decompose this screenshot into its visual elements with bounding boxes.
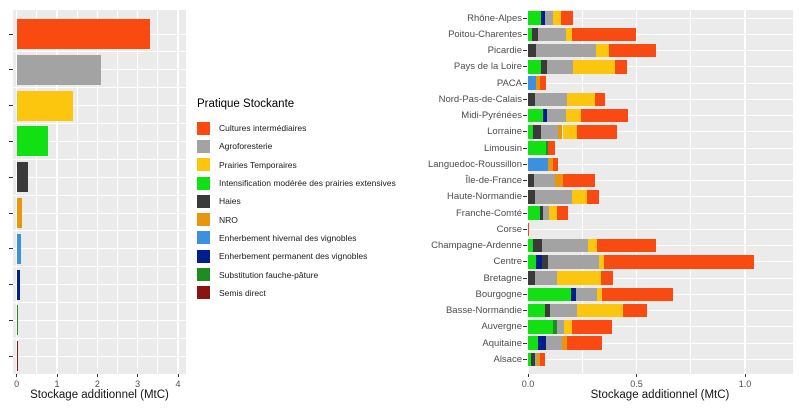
segment-cul [577,125,617,139]
gridline-horizontal [527,148,793,149]
segment-int [528,60,541,74]
segment-epv [538,336,546,350]
segment-pra [553,11,561,25]
segment-cul [615,60,627,74]
segment-cul [623,304,646,318]
right-y-tick [523,115,527,116]
left-y-tick [9,320,13,321]
gridline-horizontal [13,123,186,124]
region-label: Pays de la Loire [453,61,522,73]
right-y-tick [523,50,527,51]
gridline-horizontal [13,248,186,249]
region-label: Rhône-Alpes [467,12,522,24]
right-y-tick [523,18,527,19]
legend-item [197,229,396,247]
segment-int [528,304,545,318]
segment-cul [595,93,605,107]
region-label: PACA [496,77,522,89]
gridline-horizontal [13,284,186,285]
right-y-tick [523,180,527,181]
segment-cul [567,336,601,350]
right-y-tick [523,148,527,149]
segment-pra [566,109,581,123]
segment-hai [528,44,536,58]
right-y-tick [523,131,527,132]
legend-item [197,156,396,174]
segment-nro [555,174,563,188]
region-label: Auvergne [481,321,522,333]
legend-item [197,210,396,228]
gridline-horizontal [13,159,186,160]
segment-agr [535,93,567,107]
legend-swatch-nro [197,213,210,226]
region-label: Midi-Pyrénées [461,110,522,122]
left-x-tick-label: 4 [175,379,181,389]
legend-swatch-ehv [197,231,210,244]
legend-label: Substitution fauche-pâture [219,269,319,280]
segment-cul [609,44,656,58]
region-label: Lorraine [487,126,522,138]
right-y-tick [523,359,527,360]
left-x-tick [16,374,17,377]
region-label: Alsace [493,353,522,365]
segment-agr [545,11,554,25]
legend-swatch-pra [197,158,210,171]
segment-ehv [528,158,548,172]
legend-label: NRO [219,214,238,225]
region-label: Bourgogne [475,288,522,300]
segment-pra [572,190,587,204]
right-y-tick [523,278,527,279]
segment-agr [543,206,550,220]
right-x-tick [636,374,637,377]
segment-pra [596,44,609,58]
segment-int [528,255,536,269]
left-x-tick [57,374,58,377]
region-label: Aquitaine [482,337,522,349]
right-x-axis-title: Stockage additionnel (MtC) [590,389,730,401]
segment-agr [536,44,597,58]
gridline-horizontal [13,51,186,52]
right-y-tick [523,66,527,67]
gridline-horizontal [527,359,793,360]
segment-cul [540,353,545,367]
gridline-horizontal [527,83,793,84]
right-y-tick [523,245,527,246]
segment-agr [534,174,555,188]
region-label: Corse [496,223,522,235]
right-x-tick-label: 0.0 [521,379,535,389]
right-y-tick [523,326,527,327]
gridline-horizontal [527,229,793,230]
right-y-tick [523,310,527,311]
segment-pra [577,304,624,318]
legend-label: Enherbement hivernal des vignobles [219,232,357,243]
segment-cul [581,109,628,123]
left-x-tick-label: 0 [14,379,20,389]
left-chart-panel [13,10,186,374]
gridline-horizontal [13,230,186,231]
left-y-tick [9,284,13,285]
region-label: Nord-Pas-de-Calais [438,93,522,105]
segment-cul [563,174,596,188]
left-x-tick-label: 3 [135,379,141,389]
legend-swatch-int [197,177,210,190]
segment-cul [561,11,573,25]
bar-cul [17,19,150,49]
segment-pra [567,93,595,107]
region-label: Centre [493,256,522,268]
legend-label: Intensification modérée des prairies extensives [219,178,396,189]
bar-agr [17,55,101,85]
legend-swatch-hai [197,195,210,208]
legend-label: Enherbement permanent des vignobles [219,251,368,262]
left-y-tick [9,141,13,142]
left-x-tick [178,374,179,377]
right-y-tick [523,164,527,165]
bar-nro [17,198,22,228]
segment-agr [546,336,562,350]
region-label: Île-de-France [465,175,522,187]
segment-ehv [528,76,536,90]
gridline-horizontal [13,356,186,357]
region-label: Limousin [483,142,522,154]
right-y-tick [523,343,527,344]
segment-agr [538,28,566,42]
region-label: Picardie [487,45,522,57]
legend-label: Cultures intermédiaires [219,123,307,134]
segment-hai [533,239,542,253]
right-y-tick [523,261,527,262]
left-y-tick [9,213,13,214]
right-y-tick [523,83,527,84]
left-x-axis-title: Stockage additionnel (MtC) [30,389,169,401]
segment-cul [548,141,555,155]
legend-swatch-sub [197,268,210,281]
legend-swatch-sem [197,286,210,299]
segment-pra [563,125,577,139]
segment-agr [550,304,577,318]
segment-pra [573,60,615,74]
legend-item [197,247,396,265]
segment-cul [597,239,656,253]
right-y-tick [523,34,527,35]
gridline-vertical [744,10,746,374]
legend-item [197,119,396,137]
right-x-tick [745,374,746,377]
segment-pra [557,271,600,285]
legend-item [197,192,396,210]
right-y-tick [523,294,527,295]
bar-hai [17,162,28,192]
bar-sub [17,305,18,335]
segment-int [528,141,546,155]
legend-item [197,265,396,283]
segment-int [528,336,538,350]
segment-cul [602,288,673,302]
segment-cul [587,190,600,204]
bar-sem [17,341,18,371]
gridline-horizontal [13,177,186,178]
segment-pra [549,206,556,220]
gridline-horizontal [13,195,186,196]
bar-epv [17,270,20,300]
segment-cul [553,158,559,172]
gridline-horizontal [13,320,186,321]
segment-hai [533,125,540,139]
gridline-horizontal [13,87,186,88]
right-y-tick [523,196,527,197]
segment-int [528,288,571,302]
left-y-tick [9,34,13,35]
gridline-horizontal [13,302,186,303]
right-y-tick [523,213,527,214]
left-y-tick [9,356,13,357]
legend-item [197,284,396,302]
segment-int [528,109,543,123]
legend-swatch-agr [197,140,210,153]
segment-cul [572,320,611,334]
region-label: Basse-Normandie [445,305,522,317]
segment-cul [604,255,754,269]
segment-agr [535,190,572,204]
segment-int [528,206,540,220]
right-x-tick-label: 0.5 [630,379,643,389]
left-x-tick-label: 1 [54,379,60,389]
segment-agr [548,255,599,269]
left-y-tick [9,69,13,70]
segment-agr [542,239,588,253]
bar-pra [17,91,73,121]
segment-pra [588,239,598,253]
region-label: Champagne-Ardenne [431,240,522,252]
gridline-horizontal [13,266,186,267]
segment-int [528,11,541,25]
region-label: Haute-Normandie [447,191,522,203]
segment-agr [535,271,558,285]
right-x-tick-label: 1.0 [738,379,752,389]
segment-cul [572,28,636,42]
segment-agr [541,125,559,139]
segment-agr [547,60,574,74]
gridline-vertical [690,10,691,374]
right-chart-panel [527,10,793,374]
legend-label: Agroforesterie [219,141,273,152]
gridline-horizontal [13,338,186,339]
legend-items [197,119,396,302]
segment-hai [528,190,535,204]
legend-label: Semis direct [219,287,266,298]
segment-cul [557,206,569,220]
region-label: Poitou-Charentes [448,28,522,40]
segment-agr [547,109,566,123]
legend-label: Haies [219,196,241,207]
right-x-tick [528,374,529,377]
segment-pra [564,320,572,334]
legend-title: Pratique Stockante [197,98,295,110]
segment-hai [528,93,535,107]
left-y-tick [9,248,13,249]
region-label: Languedoc-Roussillon [427,158,522,170]
segment-cul [540,76,546,90]
right-y-tick [523,99,527,100]
left-x-tick [97,374,98,377]
segment-cul [601,271,613,285]
legend-item [197,137,396,155]
legend-item [197,174,396,192]
left-x-tick-label: 2 [94,379,100,389]
right-y-tick [523,229,527,230]
segment-cul [528,223,529,237]
bar-int [17,126,48,156]
left-y-tick [9,105,13,106]
legend-swatch-epv [197,250,210,263]
left-x-tick [137,374,138,377]
bar-ehv [17,234,21,264]
gridline-vertical [636,10,638,374]
left-y-tick [9,177,13,178]
gridline-horizontal [527,164,793,165]
segment-agr [576,288,597,302]
legend-label: Prairies Temporaires [219,159,297,170]
region-label: Franche-Comté [456,207,522,219]
gridline-horizontal [13,213,186,214]
legend-swatch-cul [197,122,210,135]
practice-legend [197,98,396,302]
segment-int [528,320,553,334]
segment-agr [557,320,564,334]
region-label: Bretagne [483,272,522,284]
